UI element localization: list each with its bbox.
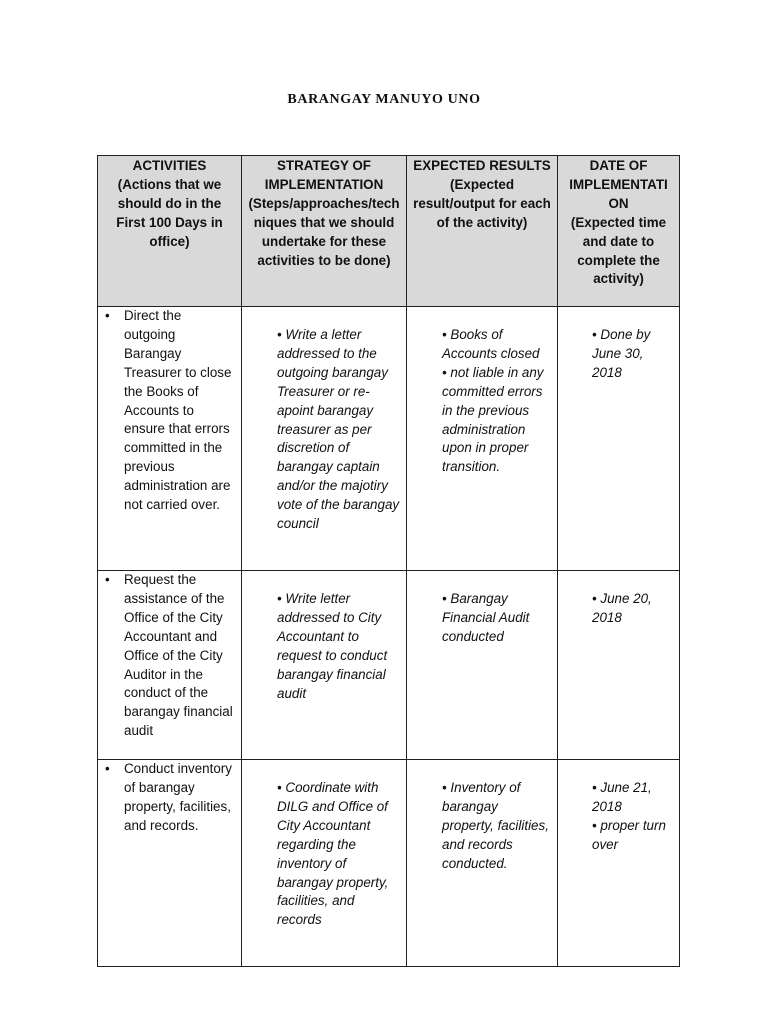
date-cell <box>558 571 680 760</box>
result-item: • not liable in any committed errors in the previous administration upon in proper transition. <box>442 364 544 475</box>
result-item: • Barangay Financial Audit conducted <box>442 591 530 644</box>
header-results-title: EXPECTED RESULTS <box>413 158 551 173</box>
table-row <box>98 760 680 967</box>
table-header-row <box>98 156 680 307</box>
activity-text: • Request the assistance of the Office of the City Accountant and Office of the City Auditor in the conduct of the barangay financial audit <box>104 571 235 741</box>
strategy-cell <box>242 571 407 760</box>
table-row <box>98 307 680 571</box>
header-activities-title: ACTIVITIES <box>132 158 207 173</box>
date-item: • June 21, 2018 <box>592 780 652 814</box>
strategy-item: • Write a letter addressed to the outgoing barangay Treasurer or re-apoint barangay treasurer as per discretion of barangay captain and/or the majotiry vote of the barangay council <box>277 327 400 532</box>
header-date-title: DATE OF IMPLEMENTATI ON <box>569 158 668 211</box>
strategy-cell <box>242 760 407 967</box>
strategy-item: • Write letter addressed to City Accountant to request to conduct barangay financial audit <box>277 591 388 701</box>
date-item: • June 20, 2018 <box>592 591 652 625</box>
activity-text: • Conduct inventory of barangay property, facilities, and records. <box>104 760 235 836</box>
header-activities-subtitle: (Actions that we should do in the First 100 Days in office) <box>116 176 223 249</box>
header-date-subtitle: (Expected time and date to complete the activity) <box>570 214 667 287</box>
results-cell <box>407 307 558 571</box>
strategy-cell <box>242 307 407 571</box>
date-item: • Done by June 30, 2018 <box>592 327 651 380</box>
table-row <box>98 571 680 760</box>
result-item: • Books of Accounts closed <box>442 327 540 361</box>
activity-text: • Direct the outgoing Barangay Treasurer to close the Books of Accounts to ensure that errors committed in the previous administration are not carried over. <box>104 307 235 515</box>
strategy-item: • Coordinate with DILG and Office of City Accountant regarding the inventory of barangay property, facilities, and records <box>277 780 389 928</box>
date-cell <box>558 760 680 967</box>
activity-cell <box>98 571 242 760</box>
activity-cell <box>98 307 242 571</box>
date-cell <box>558 307 680 571</box>
action-plan-table <box>97 155 680 967</box>
document-title: BARANGAY MANUYO UNO <box>287 92 481 107</box>
header-results-subtitle: (Expected result/output for each of the activity) <box>413 176 551 230</box>
header-strategy <box>242 156 407 307</box>
header-strategy-subtitle: (Steps/approaches/tech niques that we should undertake for these activities to be done) <box>248 195 400 268</box>
header-expected-results <box>407 156 558 307</box>
header-date <box>558 156 680 307</box>
date-item: • proper turn over <box>592 817 666 852</box>
results-cell <box>407 571 558 760</box>
result-item: • Inventory of barangay property, facilities, and records conducted. <box>442 780 549 871</box>
activity-cell <box>98 760 242 967</box>
header-strategy-title: STRATEGY OF IMPLEMENTATION <box>264 158 384 192</box>
results-cell <box>407 760 558 967</box>
header-activities <box>98 156 242 307</box>
